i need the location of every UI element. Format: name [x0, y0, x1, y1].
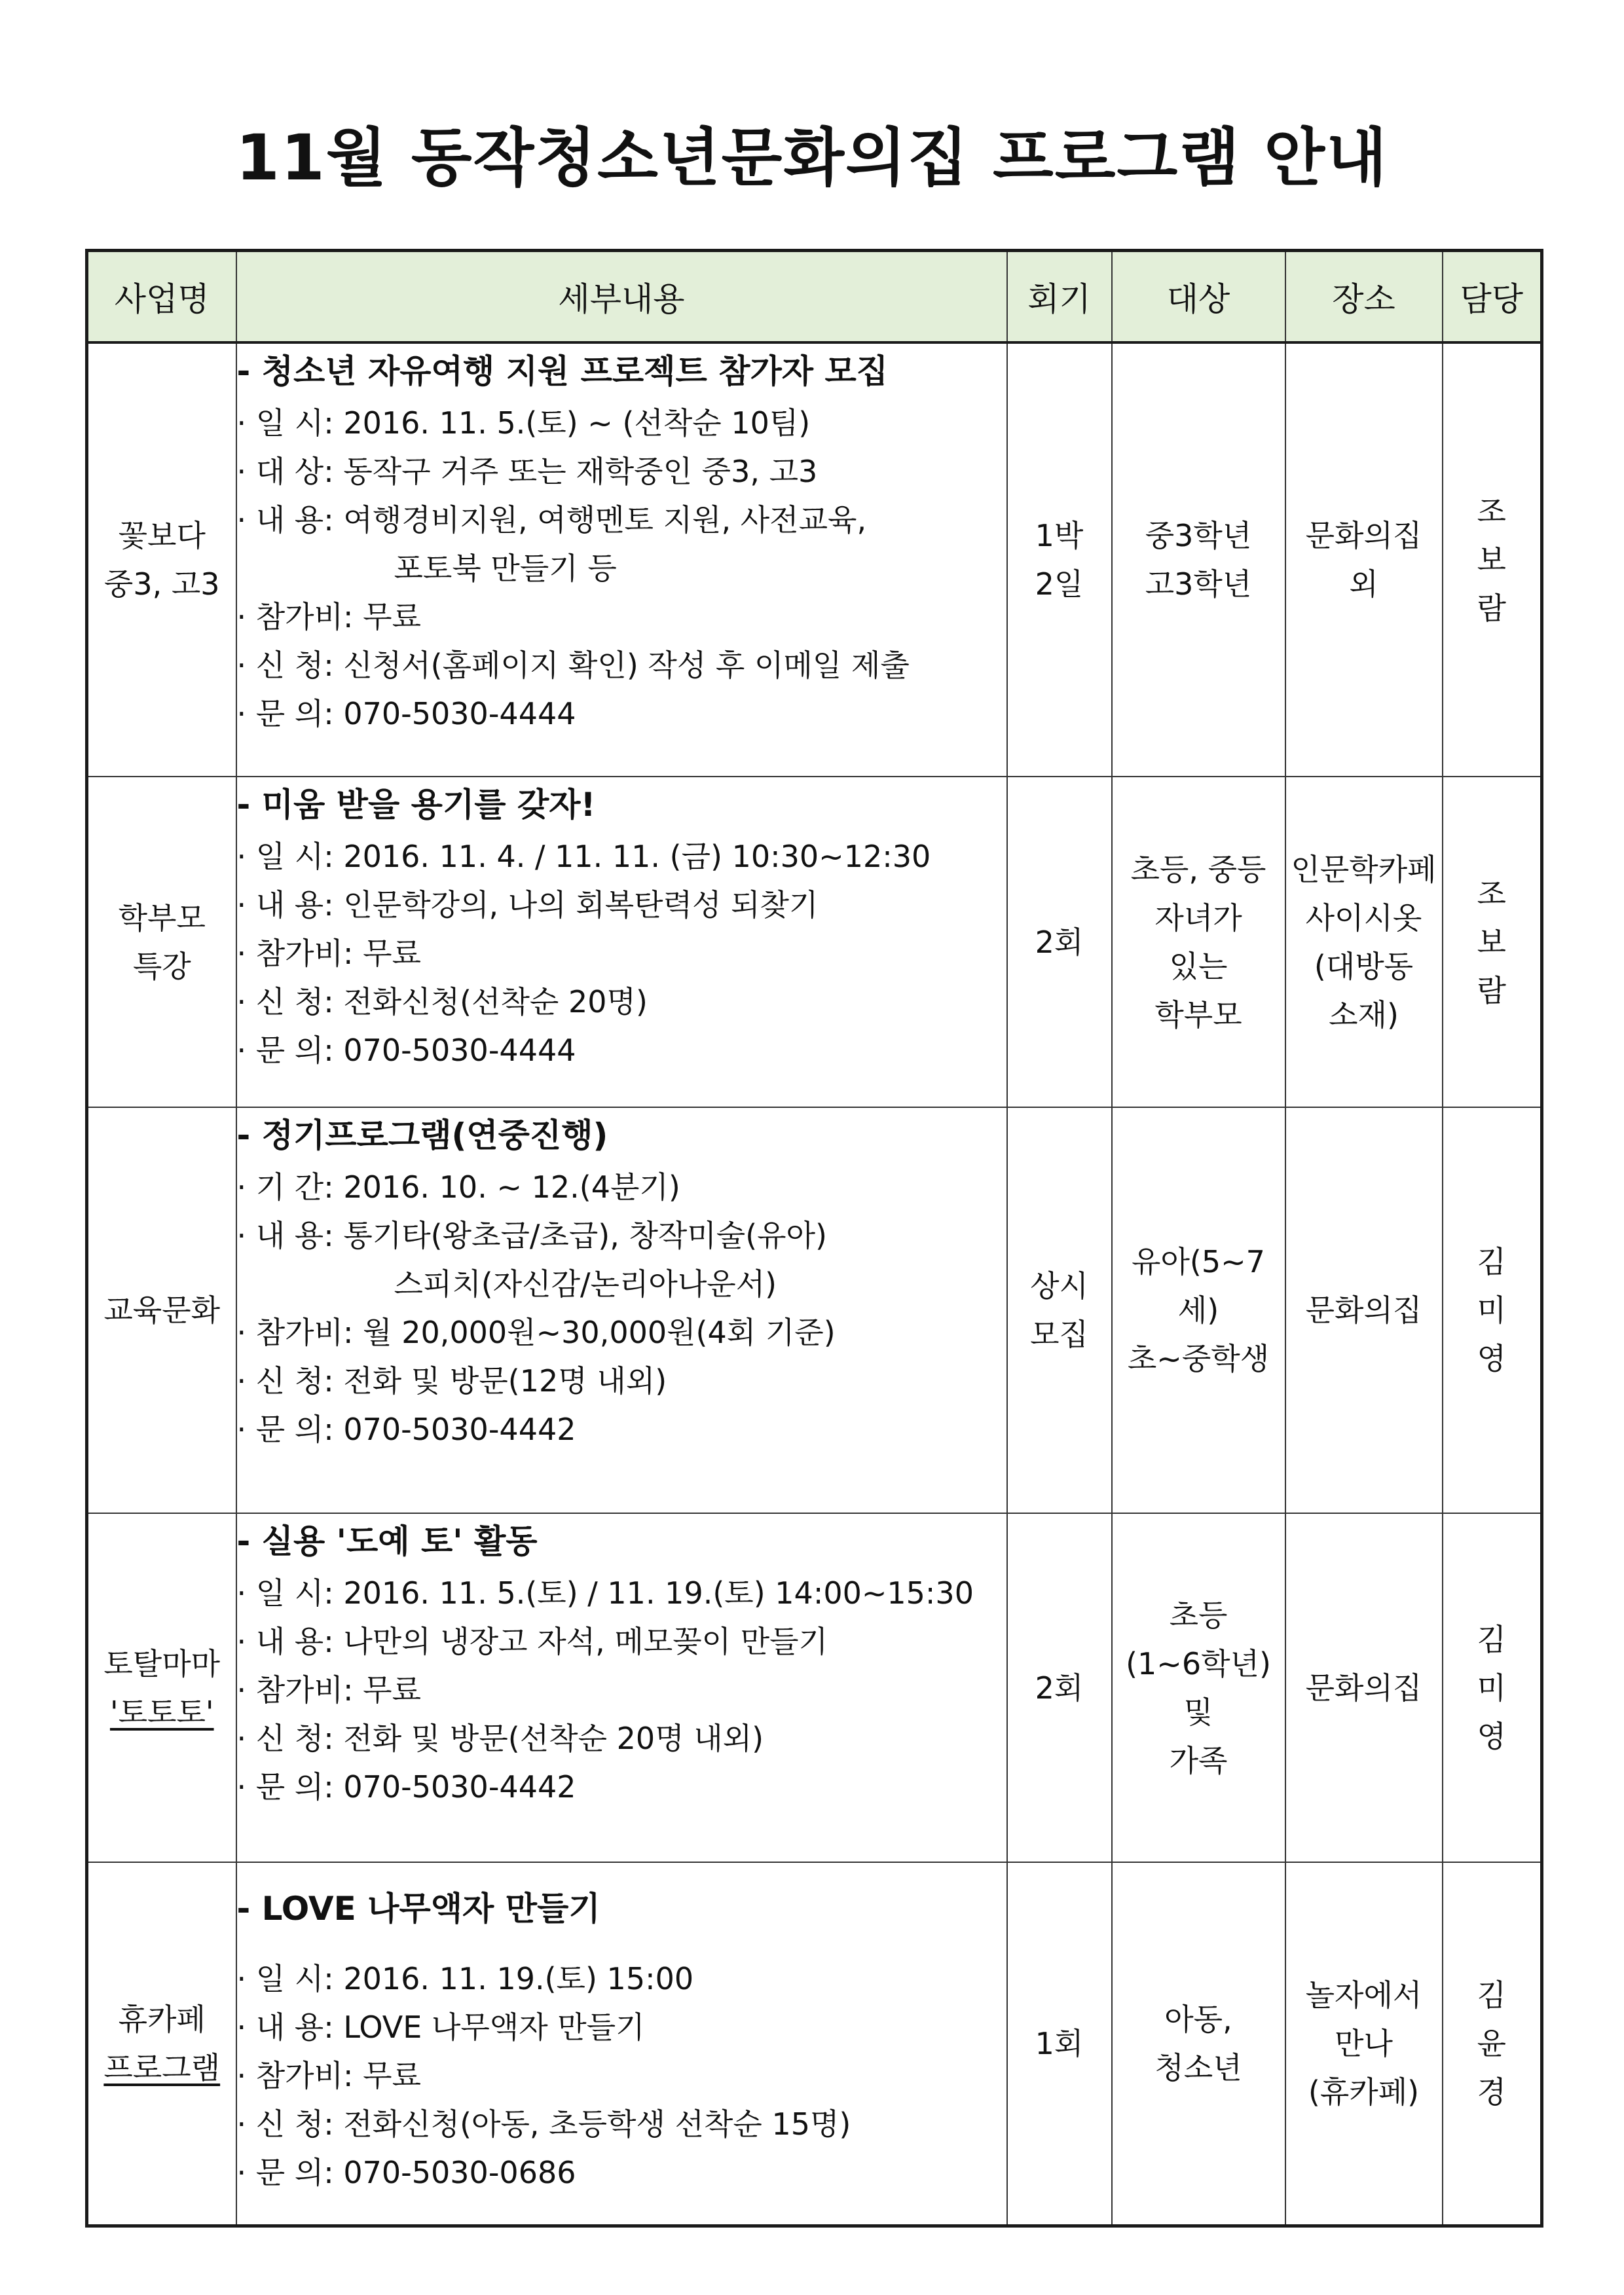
detail-line: · 문 의: 070-5030-0686 — [236, 2155, 576, 2190]
program-details-cell — [236, 342, 1007, 777]
program-headline: - LOVE 나무액자 만들기 — [236, 1890, 600, 1928]
detail-line: 스피치(자신감/논리아나운서) — [394, 1266, 777, 1302]
program-name-line: 학부모 — [118, 900, 206, 936]
target-line: 학부모 — [1154, 997, 1242, 1033]
detail-line: · 참가비: 무료 — [236, 599, 422, 634]
place-line: 놀자에서 — [1305, 1977, 1422, 2013]
program-headline: - 미움 받을 용기를 갖자! — [236, 786, 596, 824]
sessions-cell — [1007, 1107, 1112, 1513]
manager-cell — [1443, 342, 1542, 777]
program-name-cell — [87, 777, 236, 1107]
place-line: 문화의집 — [1305, 518, 1422, 553]
program-details-cell — [236, 1862, 1007, 2226]
program-name-cell — [87, 1107, 236, 1513]
program-name-line: 토탈마마 — [103, 1645, 221, 1681]
detail-line: · 내 용: 인문학강의, 나의 회복탄력성 되찾기 — [236, 887, 819, 923]
target-line: 초등 — [1169, 1597, 1228, 1633]
manager-char: 조 — [1477, 875, 1506, 911]
manager-cell — [1443, 1862, 1542, 2226]
manager-char: 김 — [1477, 1244, 1506, 1279]
target-line: 있는 — [1169, 948, 1228, 984]
detail-line: · 문 의: 070-5030-4442 — [236, 1769, 576, 1805]
table-row — [87, 1513, 1542, 1862]
detail-line: · 신 청: 전화 및 방문(12명 내외) — [236, 1363, 667, 1399]
target-cell — [1112, 1862, 1285, 2226]
target-line: (1~6학년) — [1126, 1645, 1271, 1681]
target-line: 아동, — [1164, 2001, 1232, 2037]
page-title: 11월 동작청소년문화의집 프로그램 안내 — [236, 121, 1388, 194]
table-row — [87, 777, 1542, 1107]
place-line: (휴카페) — [1308, 2074, 1420, 2110]
target-line: 및 — [1183, 1694, 1213, 1730]
target-line: 청소년 — [1154, 2049, 1242, 2085]
detail-line: · 일 시: 2016. 11. 4. / 11. 11. (금) 10:30~12:30 — [236, 839, 931, 874]
target-line: 중3학년 — [1145, 518, 1252, 553]
program-name-line: 꽃보다 — [118, 518, 206, 553]
target-cell — [1112, 342, 1285, 777]
detail-line: · 참가비: 무료 — [236, 936, 422, 971]
target-line: 자녀가 — [1154, 900, 1242, 936]
table-row — [87, 342, 1542, 777]
program-details-cell — [236, 1513, 1007, 1862]
detail-line: · 문 의: 070-5030-4442 — [236, 1412, 576, 1447]
header-name: 사업명 — [87, 251, 236, 343]
table-row — [87, 1107, 1542, 1513]
manager-char: 람 — [1477, 972, 1506, 1008]
header-place: 장소 — [1285, 251, 1443, 343]
place-line: 사이시옷 — [1305, 900, 1422, 936]
detail-line: 포토북 만들기 등 — [394, 551, 617, 586]
target-cell — [1112, 777, 1285, 1107]
program-details-cell — [236, 1107, 1007, 1513]
detail-line: · 신 청: 전화신청(아동, 초등학생 선착순 15명) — [236, 2106, 851, 2142]
sessions-line: 1박 — [1035, 518, 1084, 553]
detail-line: · 내 용: 나만의 냉장고 자석, 메모꽂이 만들기 — [236, 1624, 828, 1659]
header-manager: 담당 — [1443, 251, 1542, 343]
program-headline: - 청소년 자유여행 지원 프로젝트 참가자 모집 — [236, 352, 889, 390]
manager-char: 조 — [1477, 494, 1506, 529]
target-cell — [1112, 1107, 1285, 1513]
manager-char: 경 — [1477, 2074, 1506, 2110]
sessions-cell — [1007, 1862, 1112, 2226]
detail-line: · 일 시: 2016. 11. 19.(토) 15:00 — [236, 1961, 694, 1996]
program-name-line: 특강 — [132, 948, 191, 984]
program-name-cell — [87, 1862, 236, 2226]
sessions-cell — [1007, 777, 1112, 1107]
manager-char: 김 — [1477, 1621, 1506, 1657]
place-line: 문화의집 — [1305, 1293, 1422, 1328]
place-cell — [1285, 1513, 1443, 1862]
place-line: 인문학카페 — [1291, 851, 1437, 887]
target-line: 가족 — [1169, 1742, 1228, 1778]
sessions-line: 2회 — [1035, 1670, 1084, 1706]
manager-cell — [1443, 1107, 1542, 1513]
program-name-cell — [87, 342, 236, 777]
manager-char: 보 — [1477, 542, 1506, 578]
manager-char: 영 — [1477, 1718, 1506, 1754]
program-name-line: 교육문화 — [103, 1293, 221, 1328]
table-row — [87, 1862, 1542, 2226]
header-target: 대상 — [1112, 251, 1285, 343]
program-table — [85, 249, 1543, 2228]
target-line: 유아(5~7세) — [1132, 1244, 1265, 1328]
sessions-line: 모집 — [1030, 1317, 1088, 1352]
detail-line: · 신 청: 신청서(홈페이지 확인) 작성 후 이메일 제출 — [236, 648, 910, 683]
place-line: 문화의집 — [1305, 1670, 1422, 1706]
program-details-cell — [236, 777, 1007, 1107]
manager-char: 람 — [1477, 591, 1506, 626]
sessions-line: 2일 — [1035, 566, 1084, 602]
sessions-line: 상시 — [1030, 1268, 1088, 1304]
manager-char: 미 — [1477, 1293, 1506, 1328]
place-line: 외 — [1349, 566, 1378, 602]
detail-line: · 신 청: 전화 및 방문(선착순 20명 내외) — [236, 1721, 764, 1756]
program-name-line: 휴카페 — [118, 2001, 206, 2037]
manager-char: 영 — [1477, 1341, 1506, 1376]
place-cell — [1285, 777, 1443, 1107]
detail-line: · 일 시: 2016. 11. 5.(토) ~ (선착순 10팀) — [236, 405, 811, 441]
place-cell — [1285, 1107, 1443, 1513]
detail-line: · 신 청: 전화신청(선착순 20명) — [236, 984, 648, 1019]
manager-cell — [1443, 777, 1542, 1107]
program-name-cell — [87, 1513, 236, 1862]
detail-line: · 문 의: 070-5030-4444 — [236, 1033, 576, 1068]
manager-char: 보 — [1477, 924, 1506, 960]
place-cell — [1285, 342, 1443, 777]
detail-line: · 문 의: 070-5030-4444 — [236, 696, 576, 731]
header-details: 세부내용 — [236, 251, 1007, 343]
place-line: 만나 — [1335, 2025, 1393, 2061]
header-sessions: 회기 — [1007, 251, 1112, 343]
program-name-line: 프로그램 — [103, 2049, 221, 2085]
program-headline: - 실용 '도예 토' 활동 — [236, 1522, 538, 1560]
place-line: 소재) — [1329, 997, 1399, 1033]
manager-cell — [1443, 1513, 1542, 1862]
place-line: (대방동 — [1314, 948, 1414, 984]
detail-line: · 일 시: 2016. 11. 5.(토) / 11. 19.(토) 14:00~15:30 — [236, 1575, 974, 1611]
sessions-cell — [1007, 1513, 1112, 1862]
program-headline: - 정기프로그램(연중진행) — [236, 1116, 608, 1154]
place-cell — [1285, 1862, 1443, 2226]
detail-line: · 내 용: 여행경비지원, 여행멘토 지원, 사전교육, — [236, 502, 867, 538]
detail-line: · 참가비: 무료 — [236, 1672, 422, 1708]
target-line: 고3학년 — [1145, 566, 1252, 602]
manager-char: 미 — [1477, 1670, 1506, 1706]
manager-char: 김 — [1477, 1977, 1506, 2013]
sessions-line: 1회 — [1035, 2025, 1084, 2061]
program-name-line: '토토토' — [109, 1694, 214, 1730]
detail-line: · 기 간: 2016. 10. ~ 12.(4분기) — [236, 1169, 680, 1205]
manager-char: 윤 — [1477, 2025, 1506, 2061]
header-row — [87, 251, 1542, 343]
target-cell — [1112, 1513, 1285, 1862]
sessions-line: 2회 — [1035, 924, 1084, 960]
detail-line: · 내 용: LOVE 나무액자 만들기 — [236, 2010, 645, 2045]
target-line: 초등, 중등 — [1130, 851, 1266, 887]
detail-line: · 대 상: 동작구 거주 또는 재학중인 중3, 고3 — [236, 454, 818, 489]
detail-line: · 참가비: 월 20,000원~30,000원(4회 기준) — [236, 1315, 836, 1350]
program-name-line: 중3, 고3 — [103, 566, 220, 602]
detail-line: · 참가비: 무료 — [236, 2058, 422, 2093]
target-line: 초~중학생 — [1127, 1341, 1270, 1376]
detail-line: · 내 용: 통기타(왕초급/초급), 창작미술(유아) — [236, 1218, 827, 1253]
sessions-cell — [1007, 342, 1112, 777]
